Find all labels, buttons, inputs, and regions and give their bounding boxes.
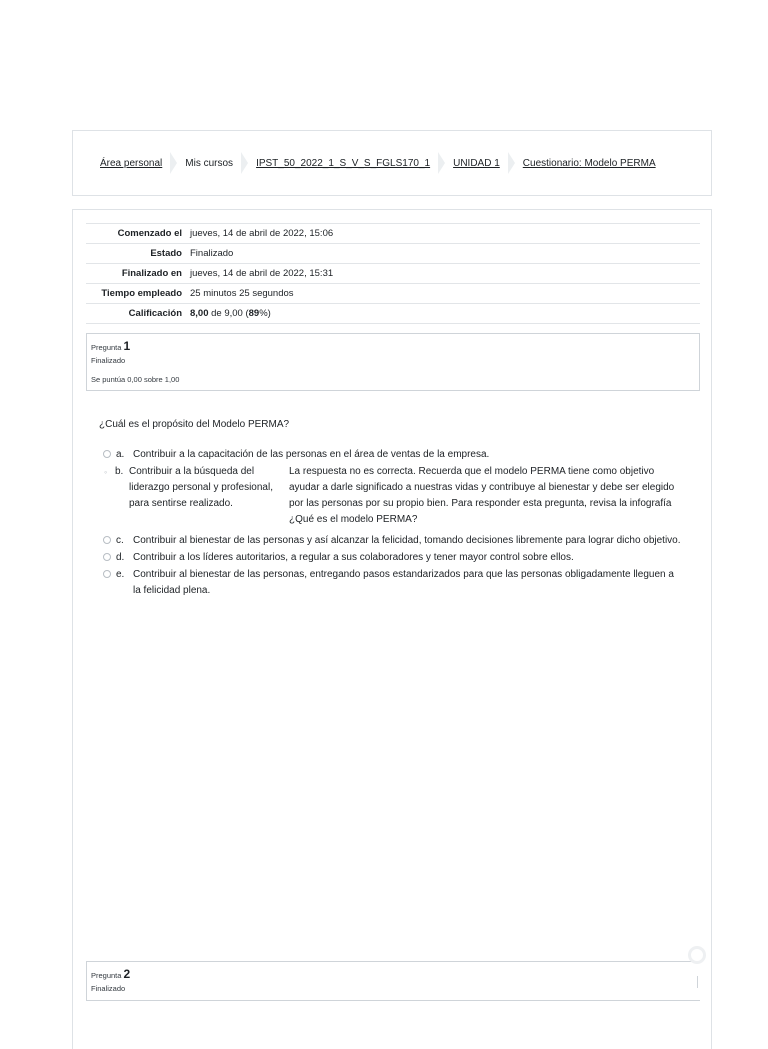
grade-rest: de 9,00 ( — [211, 308, 249, 319]
answer-option-e[interactable] — [103, 567, 683, 599]
summary-label: Estado — [86, 244, 186, 264]
grade-percent: 89 — [248, 308, 260, 319]
loading-spinner-icon — [688, 946, 706, 964]
answer-letter: c. — [116, 535, 124, 546]
answer-text: Contribuir a la capacitación de las personas en el área de ventas de la empresa. — [133, 449, 490, 460]
grade-score: 8,00 — [190, 308, 209, 319]
answer-text: Contribuir a la búsqueda del liderazgo personal y profesional, para sentirse realizado. — [129, 466, 273, 509]
summary-row-grade — [86, 304, 700, 324]
question-info-box — [86, 961, 700, 1001]
selected-bullet-icon: ◦ — [104, 467, 108, 477]
summary-label: Comenzado el — [86, 224, 186, 244]
question-number-line — [91, 967, 130, 981]
answer-option-b[interactable] — [103, 464, 683, 528]
answer-text: Contribuir a los líderes autoritarios, a regular a sus colaboradores y tener mayor control sobre ellos. — [133, 552, 574, 563]
summary-label: Calificación — [86, 304, 186, 324]
summary-row-state — [86, 244, 700, 264]
radio-button[interactable] — [103, 450, 111, 458]
summary-value: Finalizado — [186, 244, 700, 264]
scrollbar[interactable] — [697, 976, 698, 988]
question-state: Finalizado — [91, 356, 126, 365]
summary-value: jueves, 14 de abril de 2022, 15:06 — [186, 224, 700, 244]
question-number-line — [91, 339, 130, 353]
question-text: ¿Cuál es el propósito del Modelo PERMA? — [99, 419, 290, 430]
quiz-review-card — [72, 209, 712, 1049]
breadcrumb-separator — [438, 152, 445, 174]
breadcrumb — [73, 131, 711, 195]
breadcrumb-separator — [170, 152, 177, 174]
summary-grade-value — [186, 304, 700, 324]
breadcrumb-card — [72, 130, 712, 196]
answer-text: Contribuir al bienestar de las personas y así alcanzar la felicidad, tomando decisiones libremente para lograr dicho objetivo. — [133, 535, 681, 546]
question-info-box — [86, 333, 700, 391]
summary-label: Tiempo empleado — [86, 284, 186, 304]
breadcrumb-separator — [508, 152, 515, 174]
breadcrumb-separator — [241, 152, 248, 174]
answer-letter: b. — [115, 466, 124, 477]
attempt-summary-table — [86, 223, 700, 324]
summary-row-started — [86, 224, 700, 244]
radio-button[interactable] — [103, 536, 111, 544]
grade-end: %) — [259, 308, 271, 319]
summary-value: 25 minutos 25 segundos — [186, 284, 700, 304]
answer-letter: a. — [116, 449, 125, 460]
summary-row-time — [86, 284, 700, 304]
answer-option-c[interactable] — [103, 533, 683, 549]
question-points: Se puntúa 0,00 sobre 1,00 — [91, 375, 180, 384]
answer-feedback: La respuesta no es correcta. Recuerda que el modelo PERMA tiene como objetivo ayudar a darle significado a nuestras vidas y contribuye al bienestar y debe ser elegido por las personas por su propio bien. Para responder esta pregunta, revisa la infografía ¿Qué es el modelo PERMA? — [289, 466, 675, 525]
answer-option-d[interactable] — [103, 550, 683, 566]
answer-option-a[interactable] — [103, 447, 683, 463]
breadcrumb-item-course[interactable]: IPST_50_2022_1_S_V_S_FGLS170_1 — [256, 157, 431, 169]
breadcrumb-item-unidad[interactable]: UNIDAD 1 — [453, 157, 500, 169]
summary-row-finished — [86, 264, 700, 284]
answer-list — [103, 447, 683, 600]
answer-letter: e. — [116, 569, 125, 580]
question-number: 1 — [123, 339, 131, 353]
question-state: Finalizado — [91, 984, 126, 993]
summary-label: Finalizado en — [86, 264, 186, 284]
radio-button[interactable] — [103, 570, 111, 578]
answer-text: Contribuir al bienestar de las personas, entregando pasos estandarizados para que las personas obligadamente lleguen a la felicidad plena. — [133, 569, 674, 596]
radio-button[interactable] — [103, 553, 111, 561]
answer-letter: d. — [116, 552, 125, 563]
question-label: Pregunta — [91, 971, 122, 980]
breadcrumb-item-quiz[interactable]: Cuestionario: Modelo PERMA — [522, 157, 656, 169]
question-label: Pregunta — [91, 343, 122, 352]
question-number: 2 — [123, 967, 131, 981]
breadcrumb-item-area-personal[interactable]: Área personal — [100, 157, 163, 169]
summary-value: jueves, 14 de abril de 2022, 15:31 — [186, 264, 700, 284]
breadcrumb-item-mis-cursos[interactable]: Mis cursos — [185, 157, 234, 169]
